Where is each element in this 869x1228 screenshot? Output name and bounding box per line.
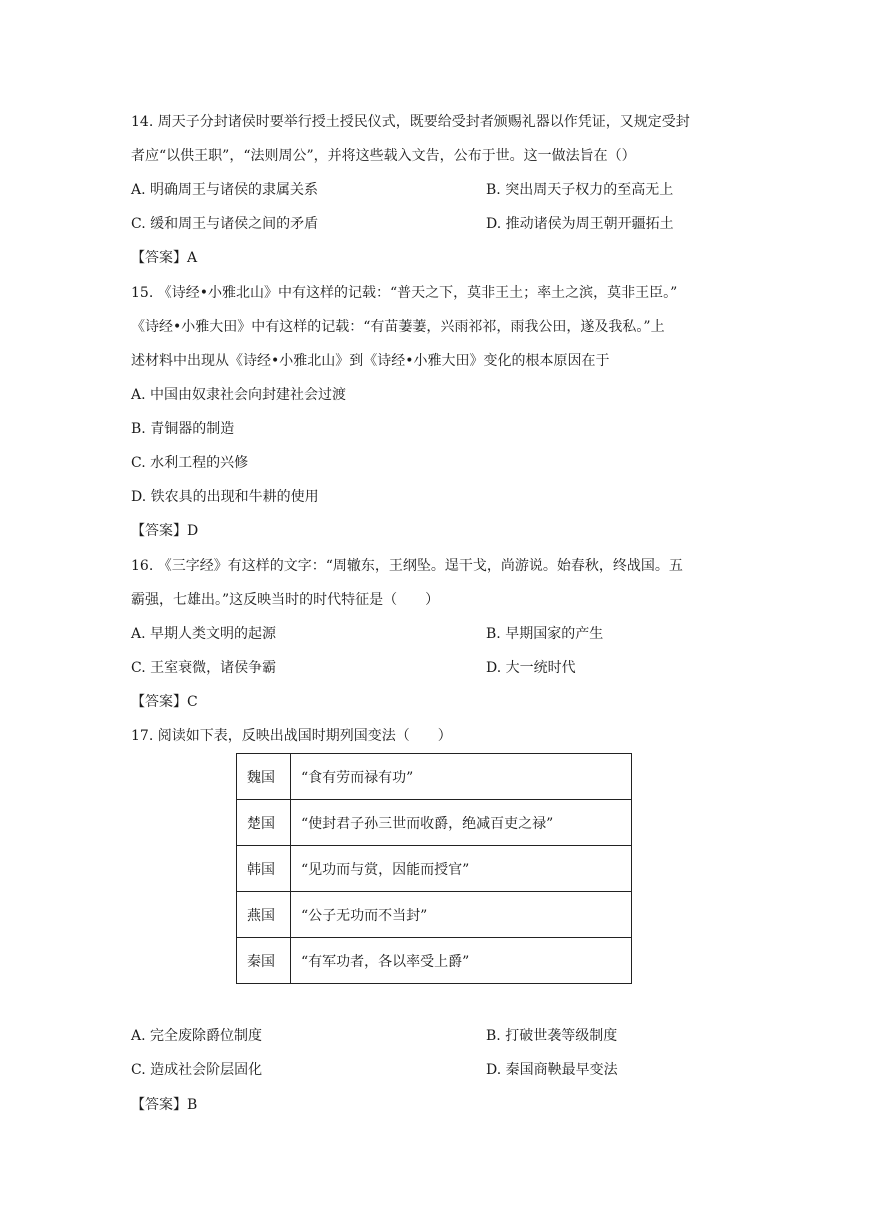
q15-option-d: D. 铁农具的出现和牛耕的使用 [131, 489, 319, 505]
q16-option-a: A. 早期人类文明的起源 [131, 626, 277, 642]
table-row [237, 892, 632, 938]
table-cell-content: “公子无功而不当封” [291, 892, 632, 938]
table-cell-state: 燕国 [237, 892, 291, 938]
q15-stem-line2: 《诗经•小雅大田》中有这样的记载：“有苗萋萋，兴雨祁祁，雨我公田，遂及我私。”上 [131, 319, 665, 335]
q14-stem-line2: 者应“以供王职”，“法则周公”，并将这些载入文告，公布于世。这一做法旨在（） [131, 148, 636, 164]
table-row [237, 846, 632, 892]
q16-option-d: D. 大一统时代 [486, 660, 576, 676]
q16-option-c: C. 王室衰微，诸侯争霸 [131, 660, 277, 676]
q15-option-c: C. 水利工程的兴修 [131, 455, 249, 471]
q15-option-b: B. 青铜器的制造 [131, 421, 235, 437]
table-cell-content: “使封君子孙三世而收爵，绝减百吏之禄” [291, 800, 632, 846]
q17-option-d: D. 秦国商鞅最早变法 [486, 1062, 618, 1078]
table-cell-state: 魏国 [237, 754, 291, 800]
q16-option-b: B. 早期国家的产生 [486, 626, 604, 642]
table-row [237, 754, 632, 800]
q17-stem: 17. 阅读如下表，反映出战国时期列国变法（ ） [131, 728, 452, 744]
q14-answer: 【答案】A [131, 250, 198, 266]
q15-answer: 【答案】D [131, 523, 199, 539]
table-cell-content: “食有劳而禄有功” [291, 754, 632, 800]
q14-option-d: D. 推动诸侯为周王朝开疆拓土 [486, 216, 674, 232]
table-cell-state: 楚国 [237, 800, 291, 846]
table-cell-content: “见功而与赏，因能而授官” [291, 846, 632, 892]
q17-option-c: C. 造成社会阶层固化 [131, 1062, 263, 1078]
q16-stem-line1: 16. 《三字经》有这样的文字：“周辙东，王纲坠。逞干戈，尚游说。始春秋，终战国。五 [131, 558, 683, 574]
q15-stem-line3: 述材料中出现从《诗经•小雅北山》到《诗经•小雅大田》变化的根本原因在于 [131, 353, 610, 369]
table-row [237, 800, 632, 846]
q16-stem-line2: 霸强，七雄出。”这反映当时的时代特征是（ ） [131, 592, 440, 608]
q14-stem-line1: 14. 周天子分封诸侯时要举行授土授民仪式，既要给受封者颁赐礼器以作凭证，又规定受封 [131, 114, 690, 130]
q15-stem-line1: 15. 《诗经•小雅北山》中有这样的记载：“普天之下，莫非王土；率土之滨，莫非王臣。” [131, 285, 678, 301]
table-row [237, 938, 632, 984]
table-cell-state: 秦国 [237, 938, 291, 984]
q14-option-a: A. 明确周王与诸侯的隶属关系 [131, 182, 319, 198]
q15-option-a: A. 中国由奴隶社会向封建社会过渡 [131, 387, 347, 403]
reform-table [236, 753, 632, 984]
q14-option-c: C. 缓和周王与诸侯之间的矛盾 [131, 216, 319, 232]
q16-answer: 【答案】C [131, 694, 198, 710]
q17-option-b: B. 打破世袭等级制度 [486, 1028, 618, 1044]
q17-option-a: A. 完全废除爵位制度 [131, 1028, 263, 1044]
table-cell-content: “有军功者，各以率受上爵” [291, 938, 632, 984]
table-cell-state: 韩国 [237, 846, 291, 892]
q14-option-b: B. 突出周天子权力的至高无上 [486, 182, 674, 198]
q17-answer: 【答案】B [131, 1097, 198, 1113]
